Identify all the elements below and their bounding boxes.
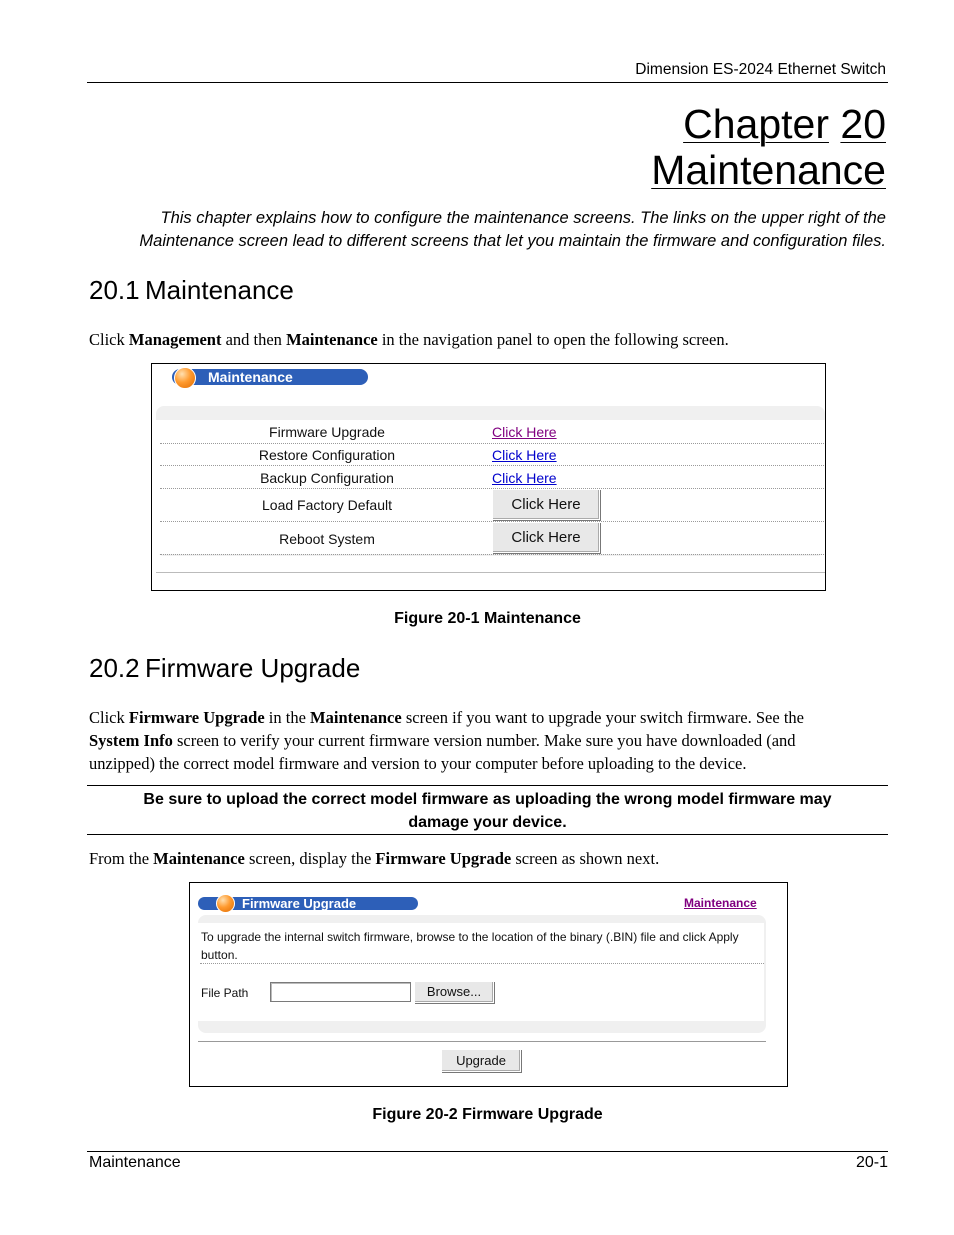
upgrade-instructions [201,928,761,964]
figure-2-caption: Figure 20-2 Firmware Upgrade [372,1106,603,1123]
text: screen, display the [244,849,376,868]
file-path-input[interactable] [270,982,411,1002]
text: From the [89,849,154,868]
orb-icon [174,367,196,389]
section-2-paragraph [89,706,889,775]
header-label: Firmware Upgrade [242,896,357,911]
chapter-title [651,101,886,193]
text: screen to verify your current firmware version number. Make sure you have downloaded (and [172,731,796,750]
header-rule [87,82,888,83]
intro-line-2: Maintenance screen lead to different screens that let you maintain the firmware and configuration files. [139,232,886,250]
file-path-label: File Path [201,986,249,1000]
chapter-number: 20 [840,101,886,147]
warning-note [87,785,888,835]
text: Click [89,330,129,349]
orb-icon [216,894,235,913]
section-2-paragraph-2 [89,847,659,870]
row-divider [160,554,824,555]
firmware-upgrade-link[interactable]: Click Here [492,424,557,440]
footer-rule [87,1151,888,1152]
backup-configuration-link[interactable]: Click Here [492,470,557,486]
text: and then [221,330,287,349]
chapter-intro [100,207,886,253]
chapter-word: Chapter [683,101,829,147]
text: in the navigation panel to open the following screen. [377,330,729,349]
row-divider [200,963,764,964]
maintenance-header-bar [172,369,368,385]
para-line-3: unzipped) the correct model firmware and version to your computer before uploading to the device. [89,754,747,773]
bold-term: Management [128,330,222,349]
restore-configuration-link[interactable]: Click Here [492,447,557,463]
section-1-paragraph [89,328,729,351]
text: in the [264,708,311,727]
text: Click [89,708,129,727]
section-heading-20-1 [89,275,294,306]
text: screen as shown next. [511,849,660,868]
reboot-system-label: Reboot System [279,531,375,547]
bold-term: Firmware Upgrade [375,849,512,868]
firmware-upgrade-label: Firmware Upgrade [269,424,385,440]
para-line-1 [89,706,889,729]
panel-bottom-rule [198,1041,766,1042]
row-divider [160,465,824,466]
panel-bottom-rule [156,572,825,573]
maintenance-link[interactable]: Maintenance [684,896,757,910]
footer-page-number: 20-1 [855,1154,888,1171]
row-divider [160,443,824,444]
bold-term: Maintenance [310,708,402,727]
para-line-2 [89,729,889,752]
upgrade-button[interactable]: Upgrade [441,1049,521,1072]
instruction-line-1: To upgrade the internal switch firmware, browse to the location of the binary (.BIN) file and click Apply [201,930,739,944]
bold-term: System Info [89,731,173,750]
header-label: Maintenance [208,369,293,385]
section-number: 20.2 [89,653,140,683]
load-factory-default-label: Load Factory Default [262,497,392,513]
bold-term: Firmware Upgrade [128,708,265,727]
running-header: Dimension ES-2024 Ethernet Switch [635,61,886,78]
intro-line-1: This chapter explains how to configure the maintenance screens. The links on the upper right of the [160,209,886,227]
section-title: Maintenance [145,275,294,305]
text: screen if you want to upgrade your switch firmware. See the [401,708,804,727]
warning-line-1: Be sure to upload the correct model firmware as uploading the wrong model firmware may [143,791,832,808]
chapter-name: Maintenance [651,147,886,193]
section-title: Firmware Upgrade [145,653,361,683]
reboot-system-button[interactable]: Click Here [492,522,600,553]
firmware-upgrade-screenshot [189,882,788,1087]
backup-configuration-label: Backup Configuration [260,470,394,486]
section-number: 20.1 [89,275,140,305]
restore-configuration-label: Restore Configuration [258,447,396,463]
section-heading-20-2 [89,653,360,684]
maintenance-screenshot [151,363,826,591]
footer-chapter-name: Maintenance [89,1154,181,1171]
figure-1-caption: Figure 20-1 Maintenance [394,610,581,627]
load-factory-default-button[interactable]: Click Here [492,489,600,520]
browse-button[interactable]: Browse... [414,981,494,1003]
bold-term: Maintenance [153,849,245,868]
instruction-line-2: button. [201,948,238,962]
bold-term: Maintenance [286,330,378,349]
warning-line-2: damage your device. [408,814,567,831]
